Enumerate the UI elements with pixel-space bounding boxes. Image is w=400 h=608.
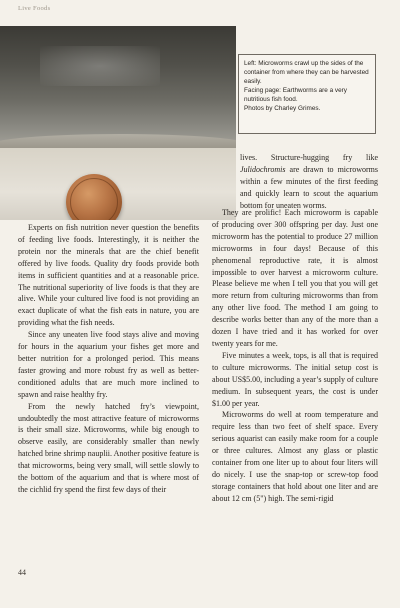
paragraph: They are prolific! Each microworm is capable of producing over 300 offspring per day. Just one microworm has the potential to produce 27 million microworms in four days! Because of this phenomenal reproductive rate, it is almost impossible to over harvest a microworm culture. Please believe me when I tell you that you will get more return from culturing microworms than from any other live food. The method I am going to describe works better than any of the more than a dozen I have tried and it has worked for over twenty years for me. [212, 208, 378, 348]
body-column-right [212, 207, 378, 505]
photo-glass-shine [40, 46, 160, 86]
paragraph-continuation: lives. Structure-hugging fry like Julidochromis are drawn to microworms within a few minutes of the first feeding and quickly learn to scout the aquarium bottom for uneaten worms. [240, 153, 379, 210]
page-number: 44 [18, 568, 26, 577]
running-head: Live Foods [18, 5, 51, 12]
paragraph: Five minutes a week, tops, is all that is required to culture microworms. The initial setup cost is about US$5.00, including a year’s supply of culture medium. In subsequent years, the cost is under $1.00 per year. [212, 350, 378, 408]
photo-microworms-penny [0, 26, 236, 220]
caption-line-facing: Facing page: Earthworms are a very nutritious fish food. [244, 87, 348, 103]
species-name: Julidochromis [240, 164, 286, 174]
caption-line-left: Left: Microworms crawl up the sides of the container from where they can be harvested easily. [244, 60, 369, 85]
paragraph: Microworms do well at room temperature and require less than two feet of shelf space. Every serious aquarist can easily make room for a couple or three cultures. Almost any glass or plastic container from one liter up to about four liters will do nicely. I use the snap-top or screw-top food storage containers that hold about one liter and are about 12 cm (5") high. The semi-rigid [212, 410, 378, 503]
photo-caption [238, 54, 376, 134]
paragraph: Since any uneaten live food stays alive and moving for hours in the aquarium your fishes get more and better nutrition for a prolonged period. This means faster growing and more robust fry as well as better-conditioned adults that are much more inclined to spawn and raise healthy fry. [18, 330, 199, 399]
caption-credit: Photos by Charley Grimes. [244, 105, 321, 112]
paragraph: Experts on fish nutrition never question the benefits of feeding live foods. Interestingly, it is neither the protein nor the minerals that are the chief benefit offered by live foods. Quality dry foods provide both items in sufficient quantities and at a reasonable price. The nutritional superiority of live foods is that they are alive. While your cultured live food is not providing an exact duplicate of what the fish eats in nature, you are providing what the fish needs. [18, 223, 199, 328]
body-column-right-narrow [240, 152, 378, 212]
body-column-left [18, 222, 199, 496]
paragraph: From the newly hatched fry’s viewpoint, undoubtedly the most attractive feature of microworms is their small size. Microworms, while big enough to observe easily, are considerably smaller than newly hatched brine shrimp nauplii. Another positive feature is that microworms, being very small, will settle slowly to the bottom of the aquarium and that is where most of the cichlid fry spend the first few days of their [18, 401, 199, 494]
